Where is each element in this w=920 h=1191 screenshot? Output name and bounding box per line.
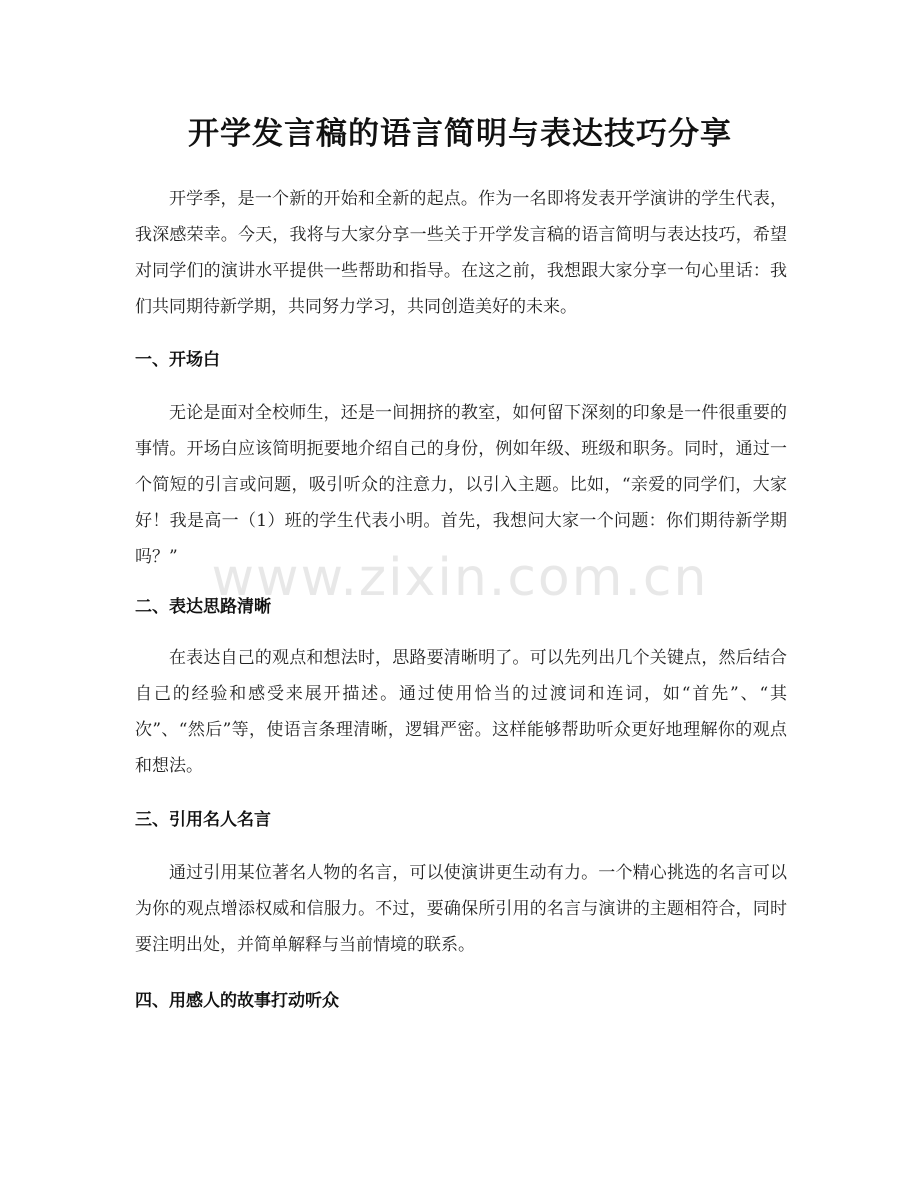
section-heading-clear-thinking: 二、表达思路清晰 — [135, 597, 271, 617]
document-body — [135, 181, 787, 1016]
section-heading-quotes: 三、引用名人名言 — [135, 810, 271, 830]
section-heading-stories: 四、用感人的故事打动听众 — [135, 991, 339, 1011]
watermark: www.zixin.com.cn — [211, 548, 709, 608]
section-paragraph-quotes: 通过引用某位著名人物的名言，可以使演讲更生动有力。一个精心挑选的名言可以为你的观点增添权威和信服力。不过，要确保所引用的名言与演讲的主题相符合，同时要注明出处，并简单解释与当前情境的联系。 — [135, 863, 787, 955]
document-title: 开学发言稿的语言简明与表达技巧分享 — [188, 116, 732, 152]
section-paragraph-opening: 无论是面对全校师生，还是一间拥挤的教室，如何留下深刻的印象是一件很重要的事情。开场白应该简明扼要地介绍自己的身份，例如年级、班级和职务。同时，通过一个简短的引言或问题，吸引听众的注意力，以引入主题。比如，“亲爱的同学们，大家好！我是高一（1）班的学生代表小明。首先，我想问大家一个问题：你们期待新学期吗？” — [135, 403, 787, 567]
section-heading-opening: 一、开场白 — [135, 350, 220, 370]
section-paragraph-clear-thinking: 在表达自己的观点和想法时，思路要清晰明了。可以先列出几个关键点，然后结合自己的经验和感受来展开描述。通过使用恰当的过渡词和连词，如“首先”、“其次”、“然后”等，使语言条理清晰，逻辑严密。这样能够帮助听众更好地理解你的观点和想法。 — [135, 648, 787, 776]
intro-paragraph: 开学季，是一个新的开始和全新的起点。作为一名即将发表开学演讲的学生代表，我深感荣幸。今天，我将与大家分享一些关于开学发言稿的语言简明与表达技巧，希望对同学们的演讲水平提供一些帮助和指导。在这之前，我想跟大家分享一句心里话：我们共同期待新学期，共同努力学习，共同创造美好的未来。 — [135, 189, 787, 317]
